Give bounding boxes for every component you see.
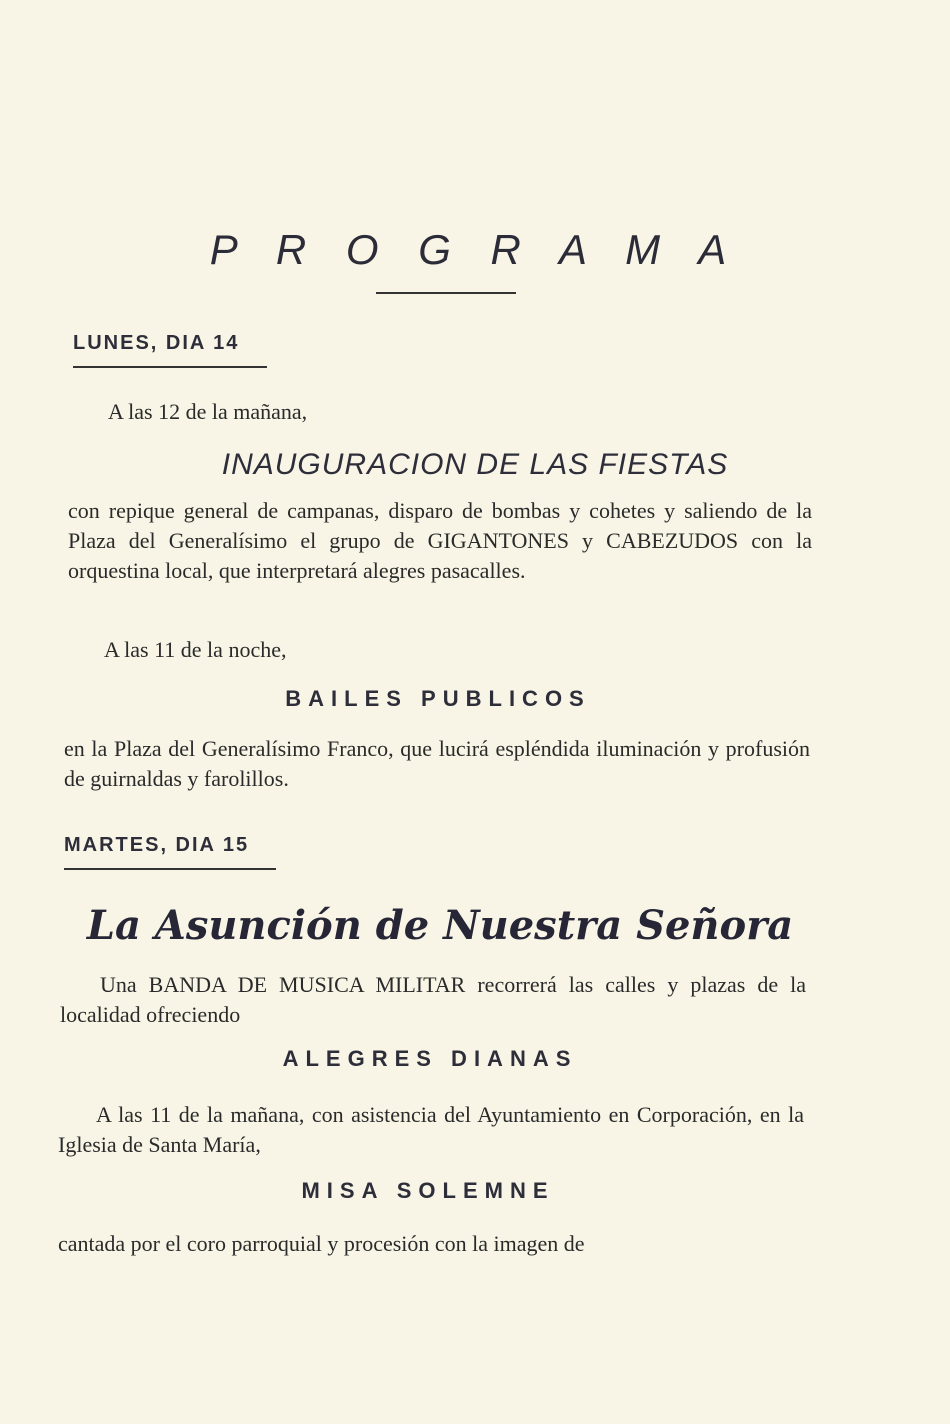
event-inauguration: INAUGURACION DE LAS FIESTAS: [221, 448, 729, 481]
day-underline-monday: [73, 366, 267, 368]
title-underline: [376, 292, 516, 294]
tuesday-paragraph-procession: cantada por el coro parroquial y procesión con la imagen de: [58, 1231, 585, 1256]
monday-paragraph-inauguration: con repique general de campanas, disparo de bombas y cohetes y saliendo de la Plaza del Generalísimo el grupo de GIGANTONES y CABEZUDOS con la orquestina local, que interpretará alegres pasacalles.: [68, 498, 812, 583]
day-heading-tuesday: MARTES, DIA 15: [64, 834, 250, 856]
day-heading-monday: LUNES, DIA 14: [73, 332, 240, 354]
tuesday-paragraph-band: Una BANDA DE MUSICA MILITAR recorrerá las calles y plazas de la localidad ofreciendo: [60, 972, 806, 1027]
feast-title-assumption: La Asunción de Nuestra Señora: [86, 902, 794, 949]
monday-time-noon: A las 12 de la mañana,: [108, 399, 308, 424]
monday-paragraph-dances: en la Plaza del Generalísimo Franco, que lucirá espléndida iluminación y profusión de guirnaldas y farolillos.: [64, 736, 810, 791]
tuesday-paragraph-mass-time: A las 11 de la mañana, con asistencia del Ayuntamiento en Corporación, en la Iglesia de Santa María,: [58, 1102, 804, 1157]
monday-time-night: A las 11 de la noche,: [104, 637, 287, 662]
event-dianas: ALEGRES DIANAS: [282, 1046, 578, 1071]
event-solemn-mass: MISA SOLEMNE: [301, 1178, 555, 1203]
day-underline-tuesday: [64, 868, 276, 870]
event-public-dances: BAILES PUBLICOS: [285, 686, 591, 711]
page-title: P R O G R A M A: [209, 226, 741, 273]
